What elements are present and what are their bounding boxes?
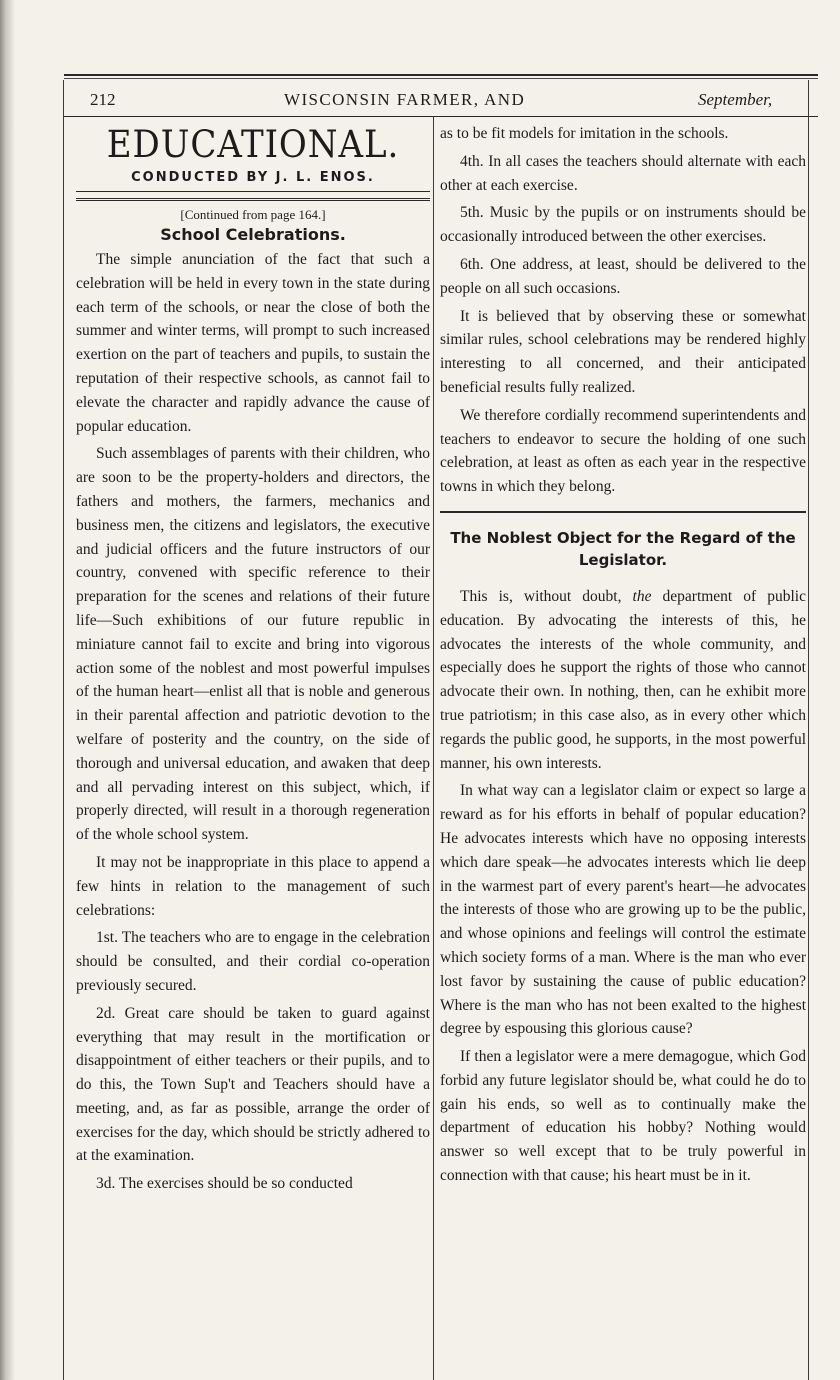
left-column — [76, 122, 430, 1200]
frame-left-border — [63, 80, 64, 1380]
page-number: 212 — [90, 90, 116, 109]
article-paragraph: 4th. In all cases the teachers should alternate with each other at each exercise. — [440, 152, 806, 194]
article-paragraph: 3d. The exercises should be so conducted — [96, 1175, 353, 1193]
top-rule — [64, 74, 818, 76]
article-paragraph: If then a legislator were a mere demagogue, which God forbid any future legislator should be, what could he do to gain his ends, so well as to continually make the department of education his hobby? Nothing would answer so well except that to be truly powerful in connection with that cause; his heart must be in it. — [440, 1048, 806, 1185]
emphasis-text: the — [632, 587, 652, 605]
article-heading: School Celebrations. — [160, 225, 346, 244]
frame-right-border — [808, 80, 809, 1380]
article-paragraph: as to be fit models for imitation in the schools. — [440, 125, 729, 142]
continued-note: [Continued from page 164.] — [180, 207, 326, 222]
publication-title: WISCONSIN FARMER, AND — [284, 90, 526, 109]
article-paragraph: We therefore cordially recommend superintendents and teachers to endeavor to secure the holding of one such celebration, at least as often as each year in the respective towns in which they belong. — [440, 406, 806, 496]
article-paragraph: 6th. One address, at least, should be delivered to the people on all such occasions. — [440, 255, 806, 297]
article-paragraph: In what way can a legislator claim or expect so large a reward as for his efforts in behalf of popular education? He advocates interests which have no opposing interests which dare speak—he advocates interests which lie deep in the warmest part of every parent's heart—he advocates the interests of those who are growing up to be the public, and whose opinions and feelings will control the estimate which society forms of a man. Where is the man who ever lost favor by sustaining the cause of public education? Where is the man who has not been exalted to the highest degree by espousing this glorious cause? — [440, 782, 806, 1038]
article-paragraph — [440, 585, 806, 775]
article-paragraph: 5th. Music by the pupils or on instruments should be occasionally introduced between the other exercises. — [440, 204, 806, 246]
editor-byline: CONDUCTED BY J. L. ENOS. — [131, 170, 375, 185]
article-paragraph: It is believed that by observing these or somewhat similar rules, school celebrations may be rendered highly interesting to all concerned, and their anticipated beneficial results fully realized. — [440, 307, 806, 396]
header-rule — [64, 116, 818, 117]
byline-rule — [76, 191, 430, 192]
paragraph-text: This is, without doubt, — [460, 587, 633, 605]
issue-month: September, — [698, 90, 773, 109]
section-masthead: EDUCATIONAL. — [106, 123, 400, 166]
article-paragraph: 1st. The teachers who are to engage in the celebration should be consulted, and their cordial co-operation previously secured. — [76, 929, 430, 994]
article-paragraph: The simple anunciation of the fact that such a celebration will be held in every town in the state during each term of the schools, or near the close of both the summer and winter terms, will prompt to such increased exertion on the part of teachers and pupils, to sustain the reputation of their respective schools, as cannot fail to elevate the character and rapidly advance the cause of popular education. — [76, 251, 430, 435]
page-edge-shadow — [0, 0, 14, 1380]
article-separator-rule — [440, 511, 806, 513]
top-rule-thin — [64, 78, 818, 79]
right-column — [440, 122, 806, 1192]
article-paragraph: It may not be inappropriate in this place to append a few hints in relation to the management of such celebrations: — [76, 853, 430, 919]
article-paragraph: 2d. Great care should be taken to guard against everything that may result in the mortification or disappointment of either teachers or their pupils, and to do this, the Town Sup't and Teachers should have a meeting, and, as far as possible, arrange the order of exercises for the day, which should be strictly adhered to at the examination. — [76, 1004, 430, 1165]
article-heading: The Noblest Object for the Regard of the Legislator. — [450, 528, 796, 569]
newspaper-page — [14, 0, 840, 1380]
paragraph-text: department of public education. By advocating the interests of this, he advocates the interests of the whole community, and especially does he support the rights of those who cannot advocate their own. In nothing, then, can he exhibit more true patriotism; in this case also, as in every other which regards the public good, he supports, in the most powerful manner, his own interests. — [440, 587, 806, 772]
column-divider — [433, 116, 434, 1380]
section-rule — [76, 198, 430, 201]
article-paragraph: Such assemblages of parents with their children, who are soon to be the property-holders and directors, the fathers and mothers, the farmers, mechanics and business men, the citizens and legislators, the executive and judicial officers and the future instructors of our country, convened with specific reference to their preparation for the scenes and relations of their future life—Such exhibitions of our future republic in miniature cannot fail to excite and bring into vigorous action some of the noblest and most powerful impulses of the human heart—enlist all that is noble and generous in their parental affection and patriotic devotion to the welfare of posterity and the country, on the side of thorough and universal education, and awaken that deep and all pervading interest on this subject, which, if properly directed, will result in a thorough regeneration of the whole school system. — [76, 445, 430, 844]
